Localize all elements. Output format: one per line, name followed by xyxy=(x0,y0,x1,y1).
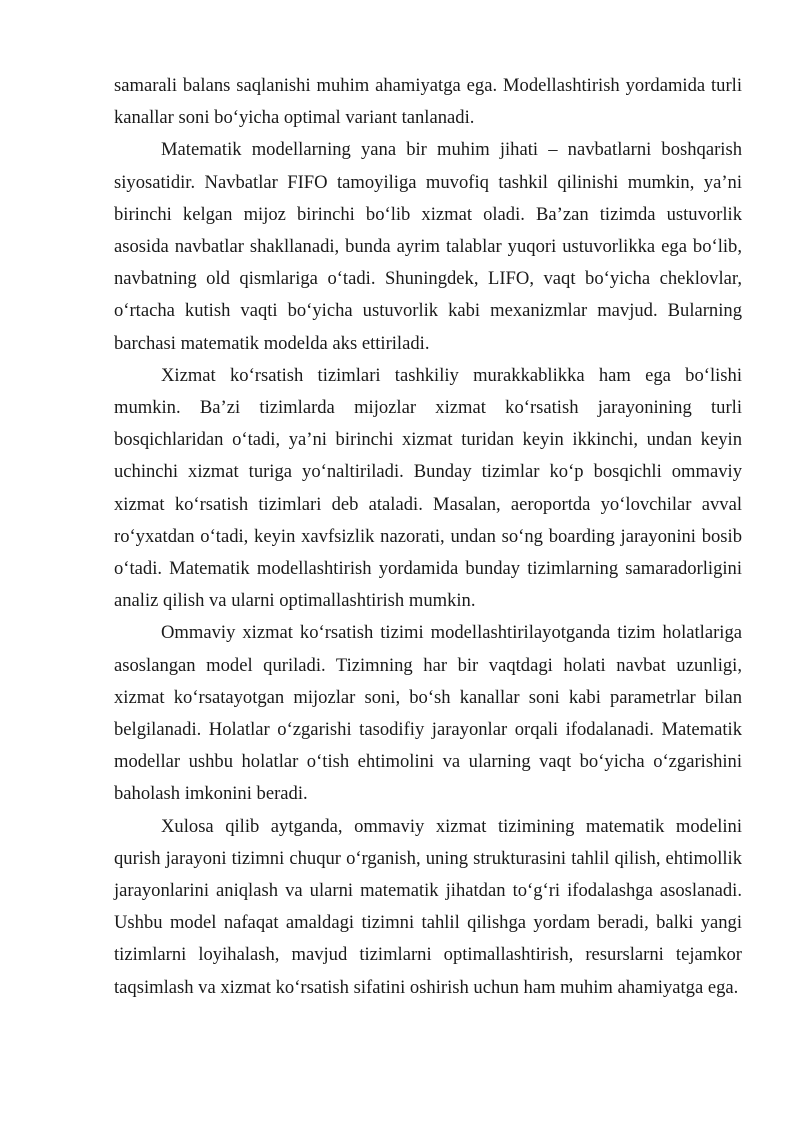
document-page xyxy=(114,70,742,1004)
paragraph-state-model: Ommaviy xizmat ko‘rsatish tizimi modellashtirilayotganda tizim holatlariga asoslangan model quriladi. Tizimning har bir vaqtdagi holati navbat uzunligi, xizmat ko‘rsatayotgan mijozlar soni, bo‘sh kanallar soni kabi parametrlar bilan belgilanadi. Holatlar o‘zgarishi tasodifiy jarayonlar orqali ifodalanadi. Matematik modellar ushbu holatlar o‘tish ehtimolini va ularning vaqt bo‘yicha o‘zgarishini baholash imkonini beradi. xyxy=(114,622,742,805)
paragraph-continuation: samarali balans saqlanishi muhim ahamiyatga ega. Modellashtirish yordamida turli kanallar soni bo‘yicha optimal variant tanlanadi. xyxy=(114,75,742,129)
paragraph-queue-policy: Matematik modellarning yana bir muhim jihati – navbatlarni boshqarish siyosatidir. Navbatlar FIFO tamoyiliga muvofiq tashkil qilinishi mumkin, ya’ni birinchi kelgan mijoz birinchi bo‘lib xizmat oladi. Ba’zan tizimda ustuvorlik asosida navbatlar shakllanadi, bunda ayrim talablar yuqori ustuvorlikka ega bo‘lib, navbatning old qismlariga o‘tadi. Shuningdek, LIFO, vaqt bo‘yicha cheklovlar, o‘rtacha kutish vaqti bo‘yicha ustuvorlik kabi mexanizmlar mavjud. Bularning barchasi matematik modelda aks ettiriladi. xyxy=(114,139,742,354)
paragraph-multistage-systems: Xizmat ko‘rsatish tizimlari tashkiliy murakkablikka ham ega bo‘lishi mumkin. Ba’zi tizimlarda mijozlar xizmat ko‘rsatish jarayonining turli bosqichlaridan o‘tadi, ya’ni birinchi xizmat turidan keyin ikkinchi, undan keyin uchinchi xizmat turiga yo‘naltiriladi. Bunday tizimlar ko‘p bosqichli ommaviy xizmat ko‘rsatish tizimlari deb ataladi. Masalan, aeroportda yo‘lovchilar avval ro‘yxatdan o‘tadi, keyin xavfsizlik nazorati, undan so‘ng boarding jarayonini bosib o‘tadi. Matematik modellashtirish yordamida bunday tizimlarning samaradorligini analiz qilish va ularni optimallashtirish mumkin. xyxy=(114,364,742,612)
paragraph-conclusion: Xulosa qilib aytganda, ommaviy xizmat tizimining matematik modelini qurish jarayoni tizimni chuqur o‘rganish, uning strukturasini tahlil qilish, ehtimollik jarayonlarini aniqlash va ularni matematik jihatdan to‘g‘ri ifodalashga asoslanadi. Ushbu model nafaqat amaldagi tizimni tahlil qilishga yordam beradi, balki yangi tizimlarni loyihalash, mavjud tizimlarni optimallashtirish, resurslarni tejamkor taqsimlash va xizmat ko‘rsatish sifatini oshirish uchun ham muhim ahamiyatga ega. xyxy=(114,815,742,998)
